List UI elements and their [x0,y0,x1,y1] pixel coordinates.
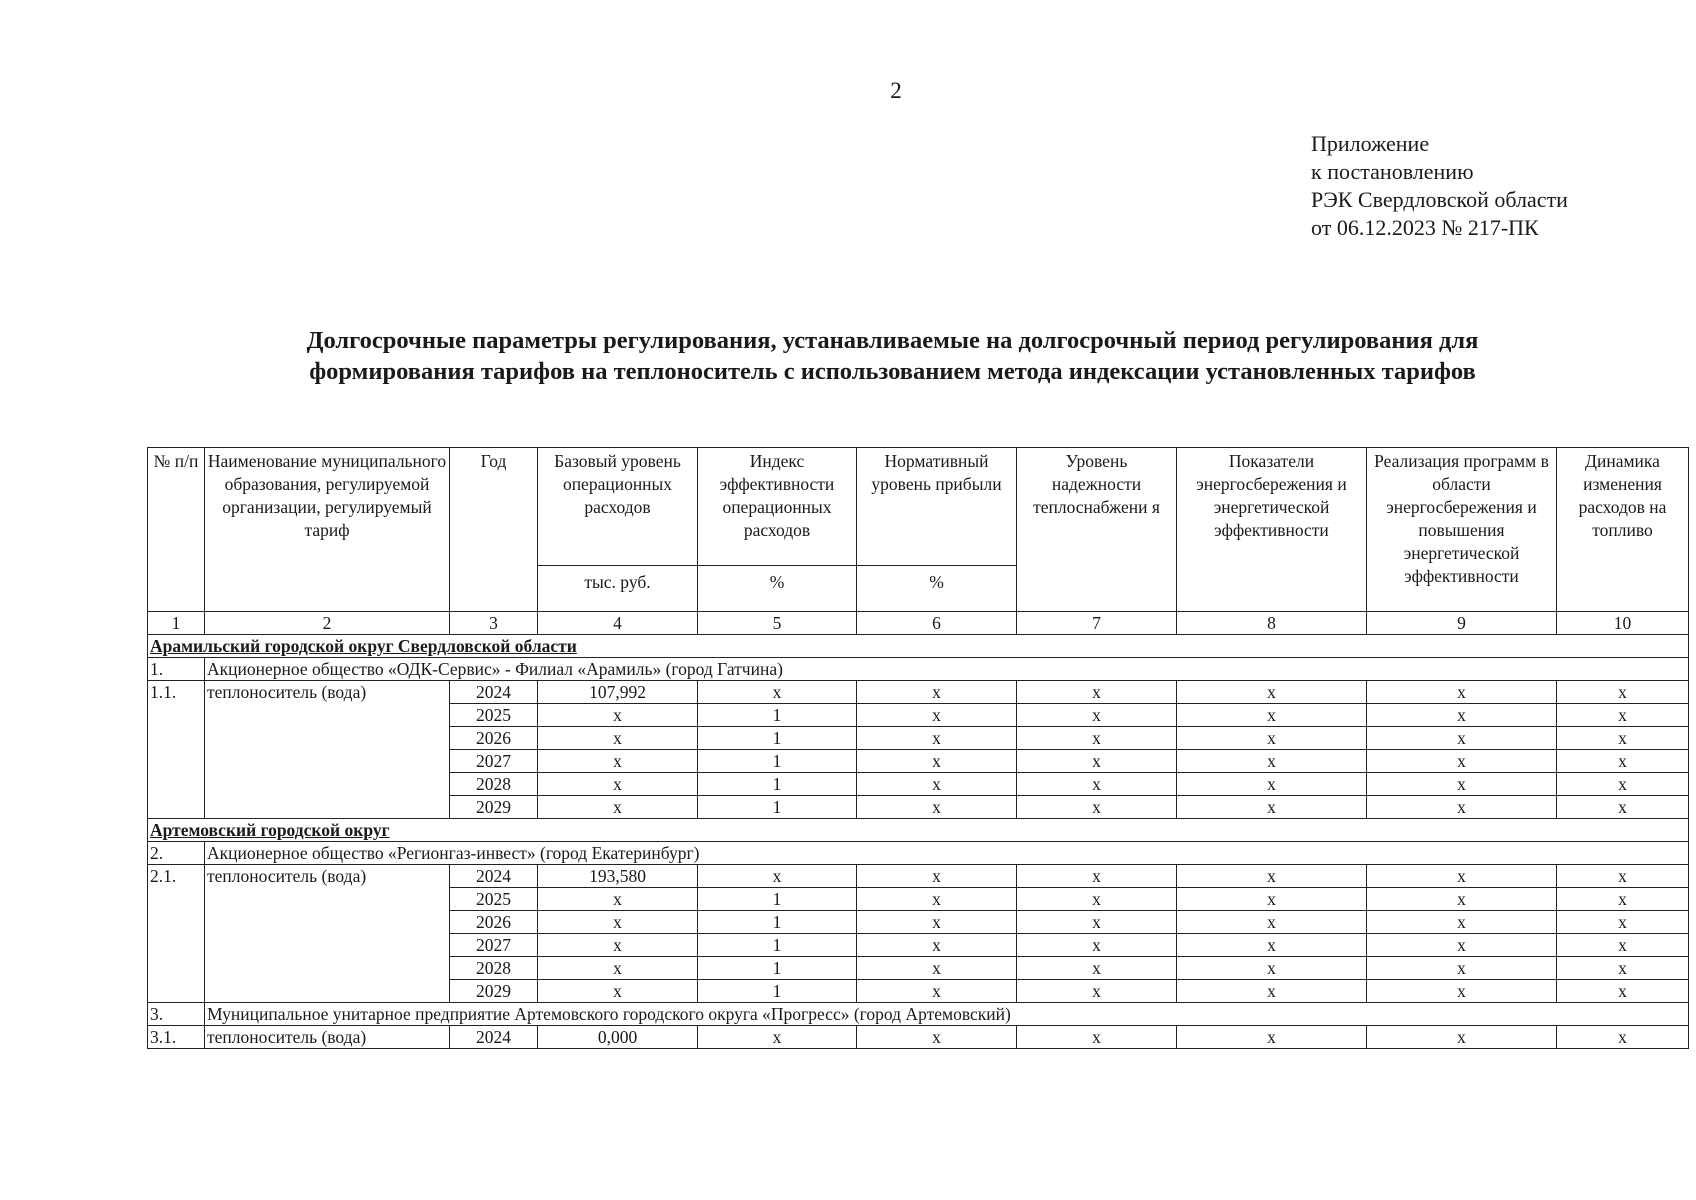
reliability-cell: x [1017,934,1177,957]
programs-cell: x [1367,934,1557,957]
profit-cell: x [857,911,1017,934]
header-row [148,448,1689,566]
year-cell: 2024 [450,1026,538,1049]
col-number: 5 [698,612,857,635]
reliability-cell: x [1017,957,1177,980]
reliability-cell: x [1017,1026,1177,1049]
profit-cell: x [857,980,1017,1003]
programs-cell: x [1367,980,1557,1003]
base-cell: x [538,704,698,727]
tariff-number: 3.1. [148,1026,205,1049]
tariff-name: теплоноситель (вода) [205,865,450,1003]
index-cell: 1 [698,704,857,727]
programs-cell: x [1367,727,1557,750]
programs-cell: x [1367,750,1557,773]
programs-cell: x [1367,704,1557,727]
appendix-line: Приложение [1311,131,1430,156]
programs-cell: x [1367,796,1557,819]
document-title [200,325,1585,387]
base-cell: x [538,773,698,796]
energy-cell: x [1177,934,1367,957]
header-index: Индекс эффективности операционных расходов [698,448,857,566]
unit-index: % [698,566,857,612]
appendix-line: от 06.12.2023 № 217-ПК [1311,215,1539,240]
reliability-cell: x [1017,888,1177,911]
page-number: 2 [890,78,902,103]
section-title: Арамильский городской округ Свердловской области [148,635,1689,658]
reliability-cell: x [1017,796,1177,819]
header-programs: Реализация программ в области энергосбережения и повышения энергетической эффективности [1367,448,1557,612]
col-number: 10 [1557,612,1689,635]
appendix-line: РЭК Свердловской области [1311,187,1568,212]
reliability-cell: x [1017,865,1177,888]
unit-profit: % [857,566,1017,612]
org-name: Акционерное общество «ОДК-Сервис» - Филиал «Арамиль» (город Гатчина) [205,658,1689,681]
year-cell: 2029 [450,796,538,819]
org-number: 1. [148,658,205,681]
index-cell: x [698,865,857,888]
year-cell: 2028 [450,773,538,796]
index-cell: x [698,1026,857,1049]
energy-cell: x [1177,681,1367,704]
base-cell: 107,992 [538,681,698,704]
section-row [148,819,1689,842]
energy-cell: x [1177,796,1367,819]
organization-row [148,658,1689,681]
org-number: 2. [148,842,205,865]
fuel-cell: x [1557,888,1689,911]
header-profit: Нормативный уровень прибыли [857,448,1017,566]
col-number: 6 [857,612,1017,635]
year-cell: 2024 [450,681,538,704]
profit-cell: x [857,934,1017,957]
header-reliability: Уровень надежности теплоснабжени я [1017,448,1177,612]
reliability-cell: x [1017,750,1177,773]
reliability-cell: x [1017,980,1177,1003]
title-line: Долгосрочные параметры регулирования, устанавливаемые на долгосрочный период регулирования для [306,327,1479,354]
col-number: 9 [1367,612,1557,635]
year-cell: 2028 [450,957,538,980]
unit-base: тыс. руб. [538,566,698,612]
profit-cell: x [857,750,1017,773]
energy-cell: x [1177,865,1367,888]
appendix-block [1311,130,1568,242]
year-cell: 2026 [450,911,538,934]
reliability-cell: x [1017,704,1177,727]
index-cell: x [698,681,857,704]
year-cell: 2029 [450,980,538,1003]
base-cell: x [538,934,698,957]
tariff-number: 2.1. [148,865,205,1003]
programs-cell: x [1367,957,1557,980]
header-name: Наименование муниципального образования, регулируемой организации, регулируемый тариф [205,448,450,612]
programs-cell: x [1367,888,1557,911]
fuel-cell: x [1557,934,1689,957]
year-cell: 2025 [450,704,538,727]
energy-cell: x [1177,888,1367,911]
col-number: 4 [538,612,698,635]
year-cell: 2025 [450,888,538,911]
header-fuel: Динамика изменения расходов на топливо [1557,448,1689,612]
fuel-cell: x [1557,704,1689,727]
profit-cell: x [857,727,1017,750]
year-cell: 2027 [450,934,538,957]
base-cell: 0,000 [538,1026,698,1049]
energy-cell: x [1177,704,1367,727]
reliability-cell: x [1017,681,1177,704]
fuel-cell: x [1557,957,1689,980]
fuel-cell: x [1557,911,1689,934]
energy-cell: x [1177,1026,1367,1049]
base-cell: x [538,911,698,934]
energy-cell: x [1177,957,1367,980]
index-cell: 1 [698,980,857,1003]
tariff-number: 1.1. [148,681,205,819]
year-cell: 2027 [450,750,538,773]
section-title: Артемовский городской округ [148,819,1689,842]
fuel-cell: x [1557,750,1689,773]
profit-cell: x [857,865,1017,888]
fuel-cell: x [1557,773,1689,796]
programs-cell: x [1367,773,1557,796]
col-number: 1 [148,612,205,635]
index-cell: 1 [698,957,857,980]
energy-cell: x [1177,911,1367,934]
energy-cell: x [1177,727,1367,750]
section-row [148,635,1689,658]
header-year: Год [450,448,538,612]
profit-cell: x [857,957,1017,980]
reliability-cell: x [1017,727,1177,750]
column-number-row [148,612,1689,635]
index-cell: 1 [698,888,857,911]
table-row [148,865,1689,888]
programs-cell: x [1367,911,1557,934]
base-cell: x [538,750,698,773]
fuel-cell: x [1557,980,1689,1003]
header-base: Базовый уровень операционных расходов [538,448,698,566]
table-row [148,1026,1689,1049]
profit-cell: x [857,888,1017,911]
tariff-name: теплоноситель (вода) [205,1026,450,1049]
profit-cell: x [857,773,1017,796]
appendix-line: к постановлению [1311,159,1474,184]
header-energy: Показатели энергосбережения и энергетической эффективности [1177,448,1367,612]
year-cell: 2024 [450,865,538,888]
energy-cell: x [1177,750,1367,773]
tariff-parameters-table [147,447,1689,1049]
fuel-cell: x [1557,681,1689,704]
base-cell: x [538,727,698,750]
fuel-cell: x [1557,727,1689,750]
base-cell: x [538,980,698,1003]
reliability-cell: x [1017,911,1177,934]
organization-row [148,842,1689,865]
programs-cell: x [1367,681,1557,704]
energy-cell: x [1177,773,1367,796]
profit-cell: x [857,704,1017,727]
title-line: формирования тарифов на теплоноситель с использованием метода индексации установленных тарифов [309,358,1476,385]
index-cell: 1 [698,773,857,796]
org-name: Акционерное общество «Регионгаз-инвест» (город Екатеринбург) [205,842,1689,865]
profit-cell: x [857,1026,1017,1049]
energy-cell: x [1177,980,1367,1003]
col-number: 8 [1177,612,1367,635]
col-number: 2 [205,612,450,635]
fuel-cell: x [1557,796,1689,819]
org-number: 3. [148,1003,205,1026]
fuel-cell: x [1557,1026,1689,1049]
profit-cell: x [857,796,1017,819]
index-cell: 1 [698,934,857,957]
year-cell: 2026 [450,727,538,750]
programs-cell: x [1367,1026,1557,1049]
tariff-name: теплоноситель (вода) [205,681,450,819]
header-num: № п/п [148,448,205,612]
index-cell: 1 [698,796,857,819]
fuel-cell: x [1557,865,1689,888]
col-number: 7 [1017,612,1177,635]
base-cell: x [538,796,698,819]
base-cell: x [538,957,698,980]
base-cell: x [538,888,698,911]
index-cell: 1 [698,911,857,934]
base-cell: 193,580 [538,865,698,888]
table-row [148,681,1689,704]
programs-cell: x [1367,865,1557,888]
org-name: Муниципальное унитарное предприятие Артемовского городского округа «Прогресс» (город Артемовский) [205,1003,1689,1026]
reliability-cell: x [1017,773,1177,796]
index-cell: 1 [698,750,857,773]
col-number: 3 [450,612,538,635]
profit-cell: x [857,681,1017,704]
index-cell: 1 [698,727,857,750]
organization-row [148,1003,1689,1026]
